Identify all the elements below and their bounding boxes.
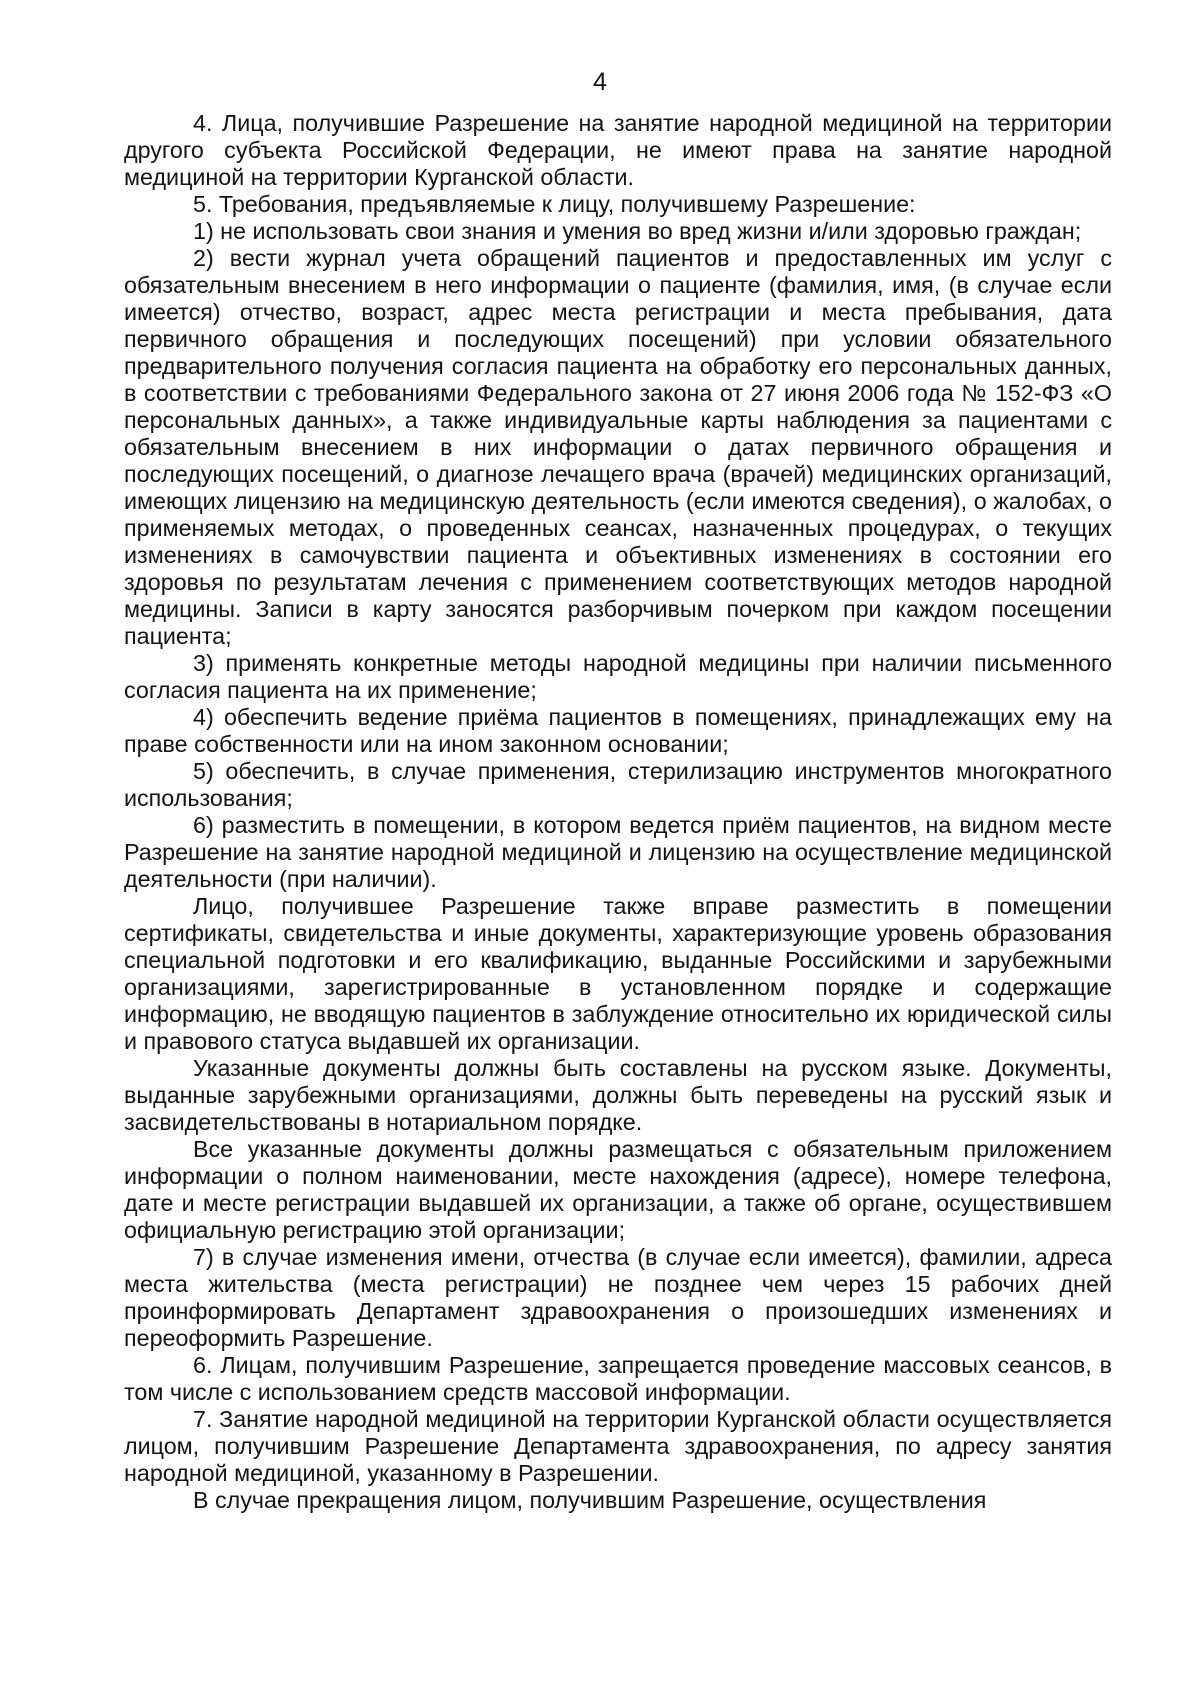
page-number: 4 [593,68,607,96]
paragraph-item-4: 4. Лица, получившие Разрешение на занятие народной медициной на территории другого субъекта Российской Федерации, не имеют права на занятие народной медициной на территории Курганской области. [124,110,1112,190]
paragraph-language-requirement: Указанные документы должны быть составлены на русском языке. Документы, выданные зарубежными организациями, должны быть переведены на русский язык и засвидетельствованы в нотариальном порядке. [124,1055,1112,1135]
paragraph-subitem-5: 5) обеспечить, в случае применения, стерилизацию инструментов многократного использования; [124,758,1112,811]
paragraph-document-info: Все указанные документы должны размещаться с обязательным приложением информации о полном наименовании, месте нахождения (адресе), номере телефона, дате и месте регистрации выдавшей их организации, а также об органе, осуществившем официальную регистрацию этой организации; [124,1136,1112,1243]
paragraph-subitem-3: 3) применять конкретные методы народной медицины при наличии письменного согласия пациента на их применение; [124,650,1112,703]
paragraph-subitem-6: 6) разместить в помещении, в котором ведется приём пациентов, на видном месте Разрешение на занятие народной медициной и лицензию на осуществление медицинской деятельности (при наличии). [124,812,1112,892]
paragraph-item-5-requirements: 5. Требования, предъявляемые к лицу, получившему Разрешение: [193,191,916,217]
paragraph-termination: В случае прекращения лицом, получившим Разрешение, осуществления [193,1487,987,1513]
paragraph-subitem-7: 7) в случае изменения имени, отчества (в случае если имеется), фамилии, адреса места жительства (места регистрации) не позднее чем через 15 рабочих дней проинформировать Департамент здравоохранения о произошедших изменениях и переоформить Разрешение. [124,1244,1112,1351]
paragraph-subitem-1: 1) не использовать свои знания и умения во вред жизни и/или здоровью граждан; [193,218,1082,244]
paragraph-item-7: 7. Занятие народной медициной на территории Курганской области осуществляется лицом, получившим Разрешение Департамента здравоохранения, по адресу занятия народной медициной, указанному в Разрешении. [124,1406,1112,1486]
paragraph-item-6: 6. Лицам, получившим Разрешение, запрещается проведение массовых сеансов, в том числе с использованием средств массовой информации. [124,1352,1112,1405]
document-body [124,110,1112,1514]
paragraph-certificates: Лицо, получившее Разрешение также вправе разместить в помещении сертификаты, свидетельства и иные документы, характеризующие уровень образования специальной подготовки и его квалификацию, выданные Российскими и зарубежными организациями, зарегистрированные в установленном порядке и содержащие информацию, не вводящую пациентов в заблуждение относительно их юридической силы и правового статуса выдавшей их организации. [124,893,1112,1054]
paragraph-subitem-4: 4) обеспечить ведение приёма пациентов в помещениях, принадлежащих ему на праве собственности или на ином законном основании; [124,704,1112,757]
paragraph-subitem-2: 2) вести журнал учета обращений пациентов и предоставленных им услуг с обязательным внесением в него информации о пациенте (фамилия, имя, (в случае если имеется) отчество, возраст, адрес места регистрации и места пребывания, дата первичного обращения и последующих посещений) при условии обязательного предварительного получения согласия пациента на обработку его персональных данных, в соответствии с требованиями Федерального закона от 27 июня 2006 года № 152-ФЗ «О персональных данных», а также индивидуальные карты наблюдения за пациентами с обязательным внесением в них информации о датах первичного обращения и последующих посещений, о диагнозе лечащего врача (врачей) медицинских организаций, имеющих лицензию на медицинскую деятельность (если имеются сведения), о жалобах, о применяемых методах, о проведенных сеансах, назначенных процедурах, о текущих изменениях в самочувствии пациента и объективных изменениях в состоянии его здоровья по результатам лечения с применением соответствующих методов народной медицины. Записи в карту заносятся разборчивым почерком при каждом посещении пациента; [124,245,1112,649]
